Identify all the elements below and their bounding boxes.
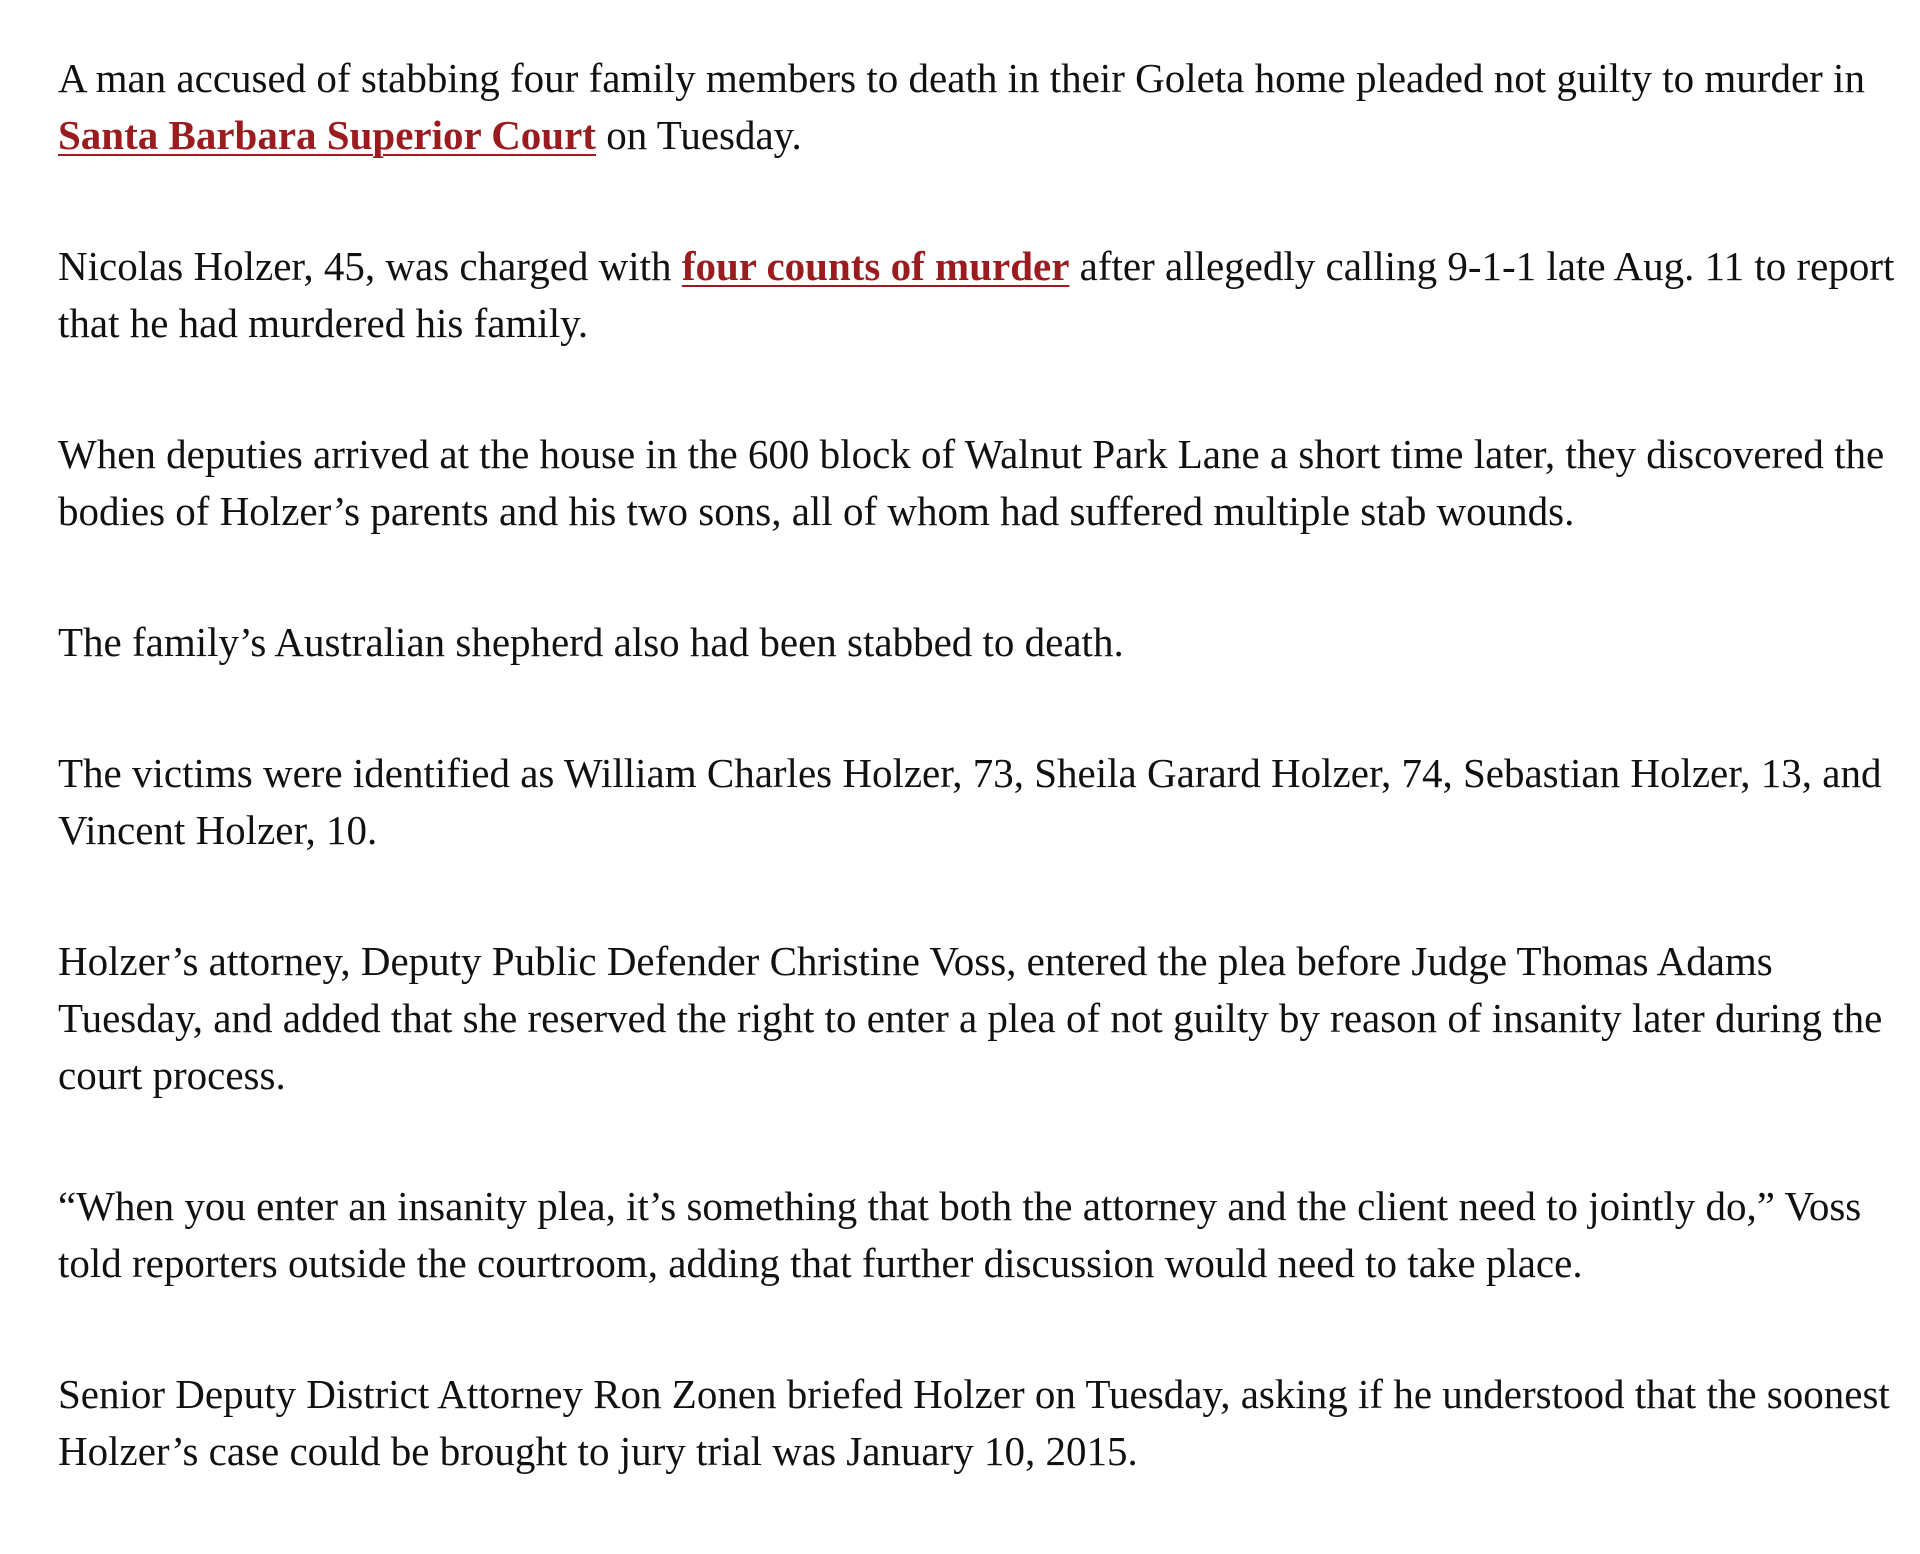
paragraph-7: “When you enter an insanity plea, it’s something that both the attorney and the client need to jointly do,” Voss told reporters outside the courtroom, adding that further discussion would need to take place. [58,1183,1862,1286]
paragraph-1-text-after: on Tuesday. [595,112,802,158]
paragraph-2 [58,238,1903,352]
paragraph-2-text-before: Nicolas Holzer, 45, was charged with [58,243,682,289]
paragraph-8: Senior Deputy District Attorney Ron Zonen briefed Holzer on Tuesday, asking if he understood that the soonest Holzer’s case could be brought to jury trial was January 10, 2015. [58,1371,1890,1474]
paragraph-3: When deputies arrived at the house in the 600 block of Walnut Park Lane a short time later, they discovered the bodies of Holzer’s parents and his two sons, all of whom had suffered multiple stab wounds. [58,431,1885,534]
paragraph-5: The victims were identified as William Charles Holzer, 73, Sheila Garard Holzer, 74, Sebastian Holzer, 13, and Vincent Holzer, 10. [58,750,1882,853]
santa-barbara-superior-court-link[interactable]: Santa Barbara Superior Court [58,112,596,158]
paragraph-2-text-after: after allegedly calling 9-1-1 late Aug. 11 to report that he had murdered his family. [58,243,1895,346]
paragraph-6: Holzer’s attorney, Deputy Public Defender Christine Voss, entered the plea before Judge Thomas Adams Tuesday, and added that she reserved the right to enter a plea of not guilty by reason of insanity later during the court process. [58,938,1883,1098]
article-body [58,50,1903,1554]
paragraph-1 [58,50,1903,164]
four-counts-of-murder-link[interactable]: four counts of murder [681,243,1070,289]
paragraph-1-text-before: A man accused of stabbing four family members to death in their Goleta home pleaded not guilty to murder in [58,55,1865,101]
paragraph-4: The family’s Australian shepherd also had been stabbed to death. [58,619,1124,665]
